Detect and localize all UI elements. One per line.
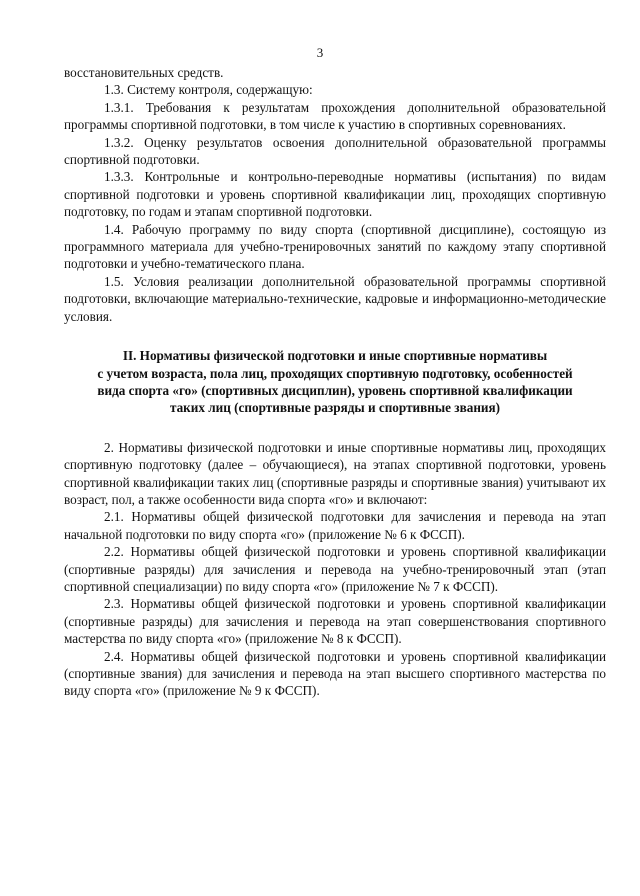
paragraph-2-3: 2.3. Нормативы общей физической подготовки и уровень спортивной квалификации (спортивные разряды) для зачисления и перевода на этап совершенствования спортивного мастерства по виду спорта «го» (приложение № 8 к ФССП). [64, 596, 606, 647]
paragraph-1-2-continuation: восстановительных средств. [64, 65, 224, 80]
paragraph-1-3: 1.3. Систему контроля, содержащую: [104, 82, 313, 98]
paragraph-2-2: 2.2. Нормативы общей физической подготовки и уровень спортивной квалификации (спортивные разряды) для зачисления и перевода на учебно-тренировочный этап (этап спортивной специализации) по виду спорта «го» (приложение № 7 к ФССП). [64, 544, 606, 594]
paragraph-2: 2. Нормативы физической подготовки и иные спортивные нормативы лиц, проходящих спортивную подготовку (далее – обучающиеся), на этапах спортивной подготовки, уровень спортивной квалификации таких лиц (спортивные разряды и спортивные звания) учитывают их возраст, пол, а также особенности вида спорта «го» и включают: [64, 439, 606, 507]
heading-line: с учетом возраста, пола лиц, проходящих спортивную подготовку, особенностей [97, 365, 573, 381]
paragraph-2-4: 2.4. Нормативы общей физической подготовки и уровень спортивной квалификации (спортивные звания) для зачисления и перевода на этап высшего спортивного мастерства по виду спорта «го» (приложение № 9 к ФССП). [64, 648, 606, 699]
heading-line: II. Нормативы физической подготовки и иные спортивные нормативы [122, 348, 548, 364]
paragraph-1-3-3: 1.3.3. Контрольные и контрольно-переводные нормативы (испытания) по видам спортивной подготовки и уровень спортивной квалификации лиц, проходящих спортивную подготовку, по годам и этапам спортивной подготовки. [64, 169, 606, 220]
paragraph-1-4: 1.4. Рабочую программу по виду спорта (спортивной дисциплине), состоящую из программного материала для учебно-тренировочных занятий по каждому этапу спортивной подготовки и учебно-тематического плана. [64, 221, 606, 272]
page-number: 3 [316, 45, 324, 60]
paragraph-1-3-2: 1.3.2. Оценку результатов освоения дополнительной образовательной программы спортивной подготовки. [64, 134, 606, 168]
section-2-heading [64, 347, 606, 417]
paragraph-2-1: 2.1. Нормативы общей физической подготовки для зачисления и перевода на этап начальной подготовки по виду спорта «го» (приложение № 6 к ФССП). [64, 509, 606, 542]
document-body [64, 64, 606, 700]
paragraph-1-5: 1.5. Условия реализации дополнительной образовательной программы спортивной подготовки, включающие материально-технические, кадровые и информационно-методические условия. [64, 273, 606, 324]
heading-line: вида спорта «го» (спортивных дисциплин), уровень спортивной квалификации [97, 382, 573, 398]
paragraph-1-3-1: 1.3.1. Требования к результатам прохождения дополнительной образовательной программы спортивной подготовки, в том числе к участию в спортивных соревнованиях. [64, 99, 606, 133]
heading-line: таких лиц (спортивные разряды и спортивные звания) [169, 400, 501, 416]
